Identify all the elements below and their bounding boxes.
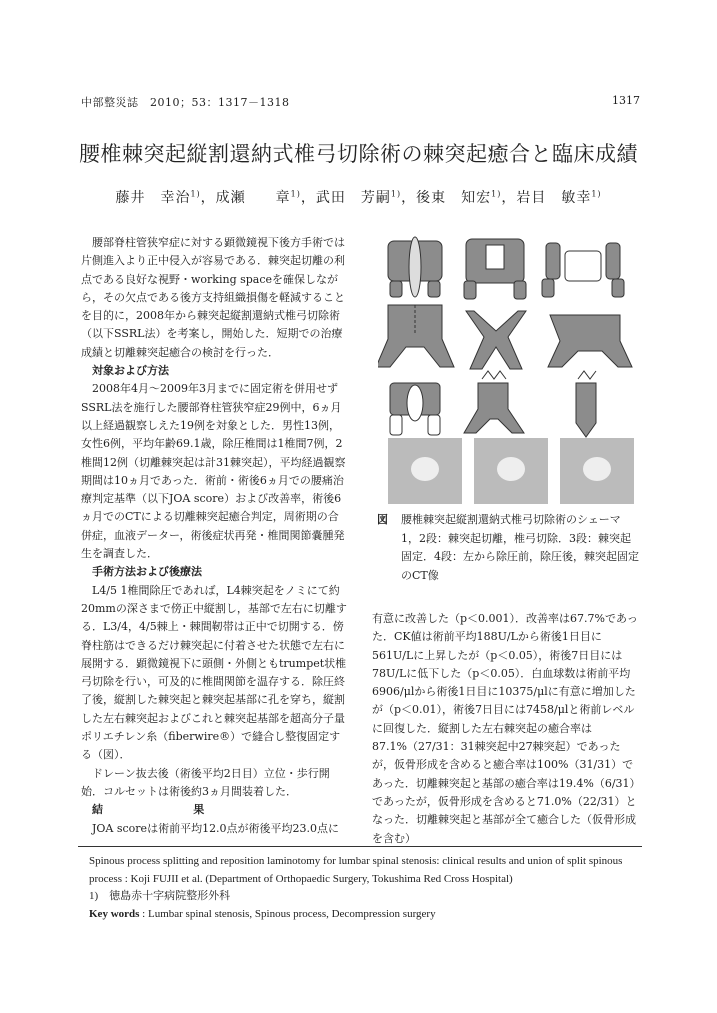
journal-header: 中部整災誌 2010；53：1317－1318 xyxy=(81,96,290,109)
schema-row2-right xyxy=(548,315,632,367)
author-separator: ， xyxy=(501,190,517,206)
author-affiliation-mark: 1) xyxy=(390,189,402,199)
section-heading-subjects: 対象および方法 xyxy=(92,364,169,378)
schema-row3-mid xyxy=(464,371,524,433)
author-separator: ， xyxy=(200,190,216,206)
schema-row1-mid xyxy=(464,239,526,299)
author-separator: ， xyxy=(401,190,417,206)
section-heading-surgery: 手術方法および後療法 xyxy=(92,565,202,579)
results-continued-paragraph: 有意に改善した（p＜0.001）．改善率は67.7%であった．CK値は術前平均188U/Lから術後1日目に561U/Lに上昇したが（p＜0.05），術後7日目には78U/Lに低下した（p＜0.05）．白血球数は術前平均6906/μlから術後1日目に10375/μlに有意に増加したが（p＜0.01），術後7日目には7458/μlと術前レベルに回復した．縦割した左右棘突起の癒合率は87.1%（27/31：31棘突起中27棘突起）であったが，仮骨形成を含めると癒合率は100%（31/31）であった．切離棘突起と基部の癒合率は19.4%（6/31）であったが，仮骨形成を含めると71.0%（22/31）となった．切離棘突起と基部が全て癒合した（仮骨形成を含む） xyxy=(372,612,641,845)
author-name: 岩目 敏幸 xyxy=(516,190,592,206)
affiliation: 1) 徳島赤十字病院整形外科 xyxy=(89,890,231,902)
schema-row2-left xyxy=(378,305,454,367)
author-name: 藤井 幸治 xyxy=(115,190,191,206)
aftercare-paragraph: ドレーン抜去後（術後平均2日目）立位・歩行開始．コルセットは術後約3ヵ月間装着した． xyxy=(81,766,330,798)
figure-label: 図 xyxy=(377,513,388,526)
schema-row2-mid xyxy=(466,311,526,369)
author-affiliation-mark: 1) xyxy=(591,189,602,199)
keywords-label: Key words xyxy=(89,907,140,920)
figure-drawing xyxy=(378,233,642,508)
subjects-paragraph: 2008年4月～2009年3月までに固定術を併用せずSSRL法を施行した腰部脊柱管狭窄症29例中，6ヵ月以上経過観察しえた19例を対象とした．男性13例，女性6例，平均年齢69.1歳，除圧椎間は1椎間7例，2椎間12例（切離棘突起は計31棘突起），平均経過観察期間は10ヵ月であった．術前・術後6ヵ月での腰痛治療判定基準（以下JOA score）および改善率，術後6ヵ月でのCTによる切離棘突起癒合判定，周術期の合併症，血液データー，術後症状再発・椎間関節嚢腫発生を調査した． xyxy=(81,382,346,561)
schema-row3-left xyxy=(390,383,440,435)
article-title: 腰椎棘突起縦割還納式椎弓切除術の棘突起癒合と臨床成績 xyxy=(79,142,638,166)
english-title: Spinous process splitting and reposition laminotomy for lumbar spinal stenosis: clinical results and union of split spinous process : Koji FUJII et al. (Department of Orthopaedic Surgery, Tokushima Red Cross Hospital) xyxy=(89,855,623,885)
author-separator: ， xyxy=(300,190,316,206)
figure-caption-text: 腰椎棘突起縦割還納式椎弓切除術のシェーマ 1，2段：棘突起切離，椎弓切除．3段：棘突起固定．4段：左から除圧前，除圧後，棘突起固定のCT像 xyxy=(401,513,639,582)
left-column xyxy=(81,234,349,838)
author-affiliation-mark: 1) xyxy=(290,189,301,199)
author-affiliation-mark: 1) xyxy=(491,189,502,199)
page-number: 1317 xyxy=(612,94,640,107)
author-name: 成瀬 章 xyxy=(215,190,291,206)
surgery-paragraph: L4/5 1椎間除圧であれば，L4棘突起をノミにて約20mmの深さまで傍正中縦割し，基部で左右に切離する．L3/4，4/5棘上・棘間靭帯は正中で切開する．傍脊柱筋はできるだけ棘突起に付着させた状態で左右に展開する．顕微鏡視下に頭側・外側ともtrumpet状椎弓切除を行い，可及的に椎間関節を温存する．除圧終了後，縦割した棘突起と棘突起基部に孔を穿ち，縦割した左右棘突起およびこれと棘突起基部を超高分子量ポリエチレン糸（fiberwire®）で縫合し整復固定する（図）． xyxy=(81,583,347,762)
schema-row3-right xyxy=(576,371,596,437)
ct-row xyxy=(388,438,634,504)
keywords-text: : Lumbar spinal stenosis, Spinous process, Decompression surgery xyxy=(139,907,436,920)
surgical-schema-figure xyxy=(378,233,642,508)
author-name: 武田 芳嗣 xyxy=(315,190,391,206)
schema-row1-left xyxy=(388,237,442,297)
author-list xyxy=(0,187,717,207)
results-paragraph: JOA scoreは術前平均12.0点が術後平均23.0点に xyxy=(92,821,340,835)
keywords-line xyxy=(89,906,649,924)
footer-divider xyxy=(78,846,642,847)
schema-row1-right xyxy=(542,243,624,297)
section-heading-results: 結 果 xyxy=(92,803,244,817)
intro-paragraph: 腰部脊柱管狭窄症に対する顕微鏡視下後方手術では片側進入より正中侵入が容易である．棘突起切離の利点である良好な視野・working spaceを確保しながら，その欠点である後方支持組織損傷を軽減することを目的に，2008年から棘突起縦割還納式椎弓切除術（以下SSRL法）を考案し，開始した．短期での治療成績と切離棘突起癒合の検討を行った． xyxy=(81,236,345,359)
footer-block xyxy=(89,853,649,923)
right-column xyxy=(372,610,642,848)
author-affiliation-mark: 1) xyxy=(190,189,201,199)
author-name: 後東 知宏 xyxy=(416,190,492,206)
figure-caption xyxy=(377,511,642,585)
